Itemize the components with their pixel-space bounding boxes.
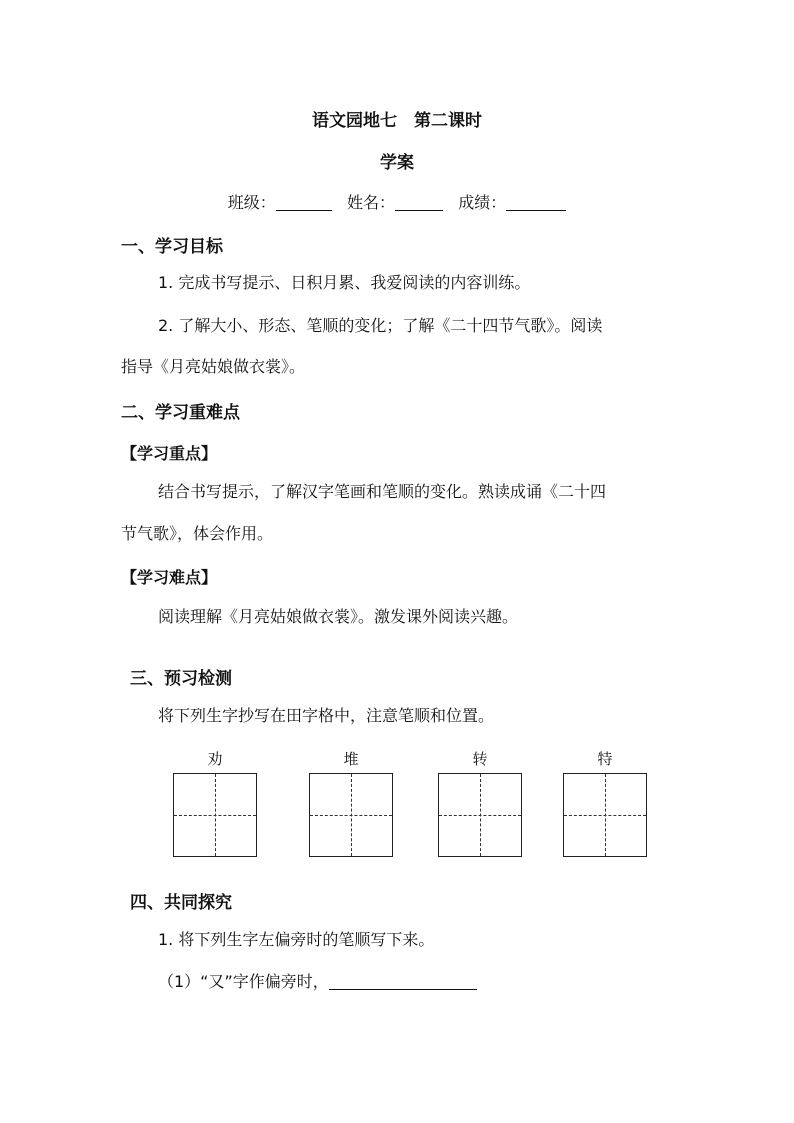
score-blank[interactable] <box>506 196 566 211</box>
difficult-point-text: 阅读理解《月亮姑娘做衣裳》。激发课外阅读兴趣。 <box>158 607 519 626</box>
char-label: 堆 <box>343 750 359 768</box>
grid-divider <box>174 815 256 816</box>
tianzige-box[interactable] <box>309 773 393 857</box>
difficult-point-label: 【学习难点】 <box>121 568 218 587</box>
key-point-line1: 结合书写提示，了解汉字笔画和笔顺的变化。熟读成诵《二十四 <box>158 482 607 501</box>
tianzige-box[interactable] <box>563 773 647 857</box>
student-info-line <box>0 190 794 213</box>
name-blank[interactable] <box>395 196 443 211</box>
grid-divider <box>439 815 521 816</box>
char-label: 特 <box>597 750 613 768</box>
grid-divider <box>564 815 646 816</box>
grid-divider <box>310 815 392 816</box>
section1-item2-line1: 2. 了解大小、形态、笔顺的变化；了解《二十四节气歌》。阅读 <box>158 316 603 335</box>
page-title: 语文园地七 第二课时 <box>312 111 482 131</box>
section2-heading: 二、学习重难点 <box>121 403 240 423</box>
char-label: 劝 <box>207 750 223 768</box>
section3-heading: 三、预习检测 <box>130 669 232 689</box>
section1-heading: 一、学习目标 <box>121 237 223 257</box>
section4-item1: 1. 将下列生字左偏旁时的笔顺写下来。 <box>158 930 435 949</box>
class-blank[interactable] <box>276 196 332 211</box>
tianzige-box[interactable] <box>438 773 522 857</box>
section3-instruction: 将下列生字抄写在田字格中，注意笔顺和位置。 <box>158 706 495 725</box>
class-label: 班级： <box>227 193 276 212</box>
section1-item1: 1. 完成书写提示、日积月累、我爱阅读的内容训练。 <box>158 273 531 292</box>
section4-sub1 <box>158 972 477 992</box>
section4-sub1-text: （1）“又”字作偏旁时， <box>158 972 329 991</box>
key-point-label: 【学习重点】 <box>121 444 218 463</box>
section1-item2-line2: 指导《月亮姑娘做衣裳》。 <box>121 357 306 376</box>
key-point-line2: 节气歌》，体会作用。 <box>121 524 274 543</box>
answer-blank[interactable] <box>329 975 477 990</box>
section4-heading: 四、共同探究 <box>130 893 232 913</box>
name-label: 姓名： <box>346 193 395 212</box>
score-label: 成绩： <box>458 193 507 212</box>
page-subtitle: 学案 <box>380 153 414 173</box>
tianzige-box[interactable] <box>173 773 257 857</box>
char-label: 转 <box>472 750 488 768</box>
